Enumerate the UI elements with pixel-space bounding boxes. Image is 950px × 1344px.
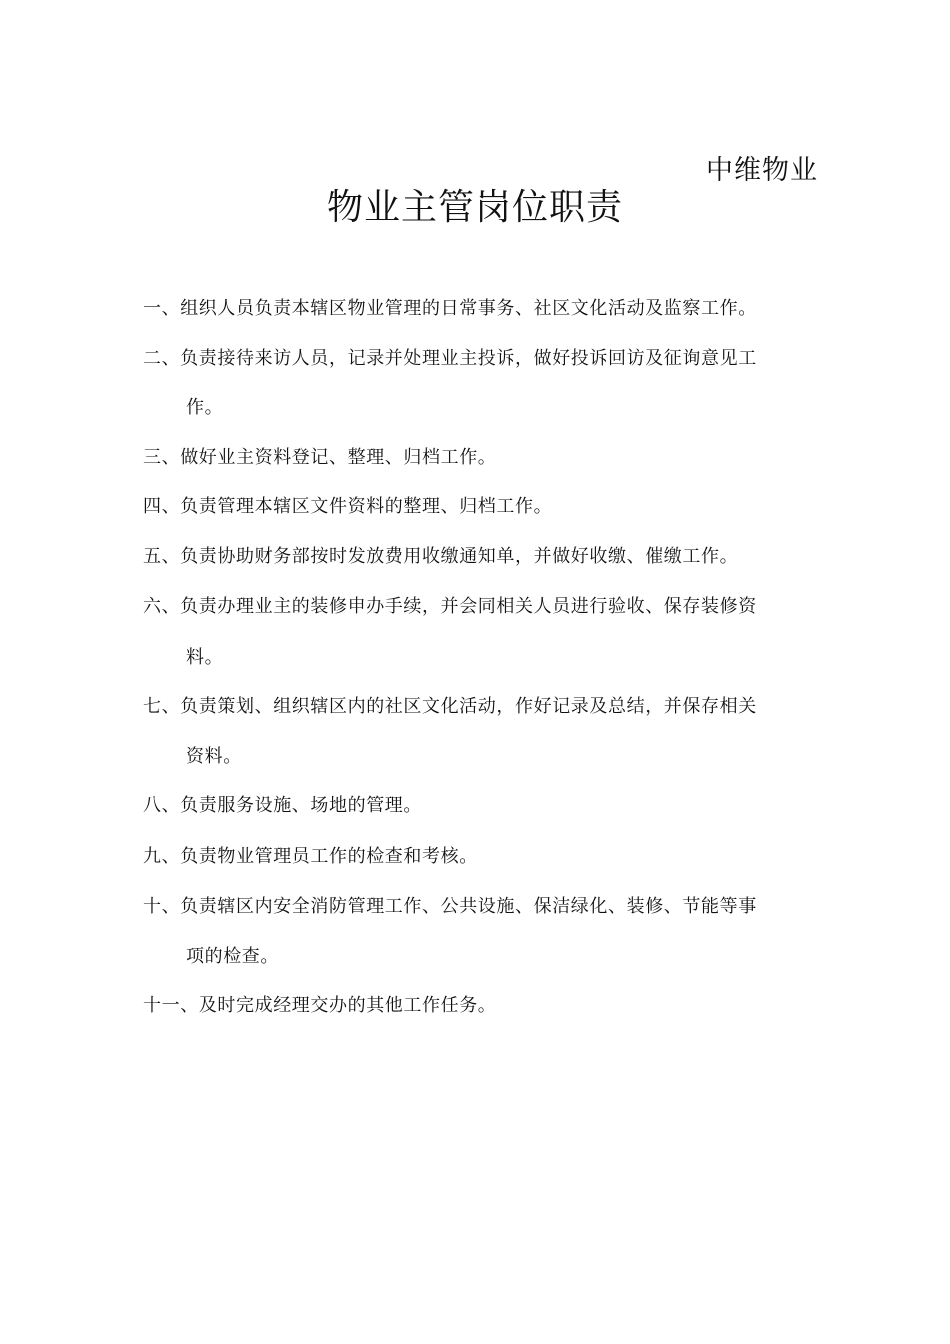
duty-text: 做好业主资料登记、整理、归档工作。 xyxy=(180,447,497,468)
duty-line xyxy=(143,446,496,470)
duty-number: 四、 xyxy=(143,496,181,517)
duty-text: 负责物业管理员工作的检查和考核。 xyxy=(180,846,478,867)
duty-number: 三、 xyxy=(143,447,181,468)
duty-number: 八、 xyxy=(143,795,181,816)
duty-line xyxy=(143,895,757,919)
duty-number: 十一、 xyxy=(143,995,199,1016)
duty-line xyxy=(143,595,757,619)
duty-text: 负责辖区内安全消防管理工作、公共设施、保洁绿化、装修、节能等事 xyxy=(180,896,757,917)
duty-line xyxy=(143,545,738,569)
duty-text: 负责办理业主的装修申办手续，并会同相关人员进行验收、保存装修资 xyxy=(180,596,757,617)
duty-text: 负责协助财务部按时发放费用收缴通知单，并做好收缴、催缴工作。 xyxy=(180,546,739,567)
duty-number: 九、 xyxy=(143,846,181,867)
duty-text: 负责策划、组织辖区内的社区文化活动，作好记录及总结，并保存相关 xyxy=(180,696,757,717)
duty-line xyxy=(143,495,552,519)
duty-text: 组织人员负责本辖区物业管理的日常事务、社区文化活动及监察工作。 xyxy=(180,298,757,319)
duty-line xyxy=(143,297,757,321)
duty-line xyxy=(143,845,478,869)
company-name: 中维物业 xyxy=(706,155,818,186)
duty-text: 负责管理本辖区文件资料的整理、归档工作。 xyxy=(180,496,553,517)
duty-line xyxy=(143,794,422,818)
duty-text: 及时完成经理交办的其他工作任务。 xyxy=(198,995,497,1016)
duty-number: 五、 xyxy=(143,546,181,567)
page-title: 物业主管岗位职责 xyxy=(326,187,623,228)
duty-line-continued: 料。 xyxy=(186,647,224,668)
duty-text: 负责服务设施、场地的管理。 xyxy=(180,795,423,816)
duty-line xyxy=(143,347,757,371)
duty-number: 七、 xyxy=(143,696,181,717)
duty-number: 一、 xyxy=(143,298,181,319)
duty-number: 二、 xyxy=(143,348,181,369)
duty-text: 负责接待来访人员，记录并处理业主投诉，做好投诉回访及征询意见工 xyxy=(180,348,757,369)
duty-number: 十、 xyxy=(143,896,181,917)
duty-line-continued: 项的检查。 xyxy=(186,946,279,967)
duty-line xyxy=(143,695,757,719)
duty-line-continued: 资料。 xyxy=(186,746,242,767)
duty-number: 六、 xyxy=(143,596,181,617)
duty-line-continued: 作。 xyxy=(186,397,224,418)
duty-line xyxy=(143,994,496,1018)
